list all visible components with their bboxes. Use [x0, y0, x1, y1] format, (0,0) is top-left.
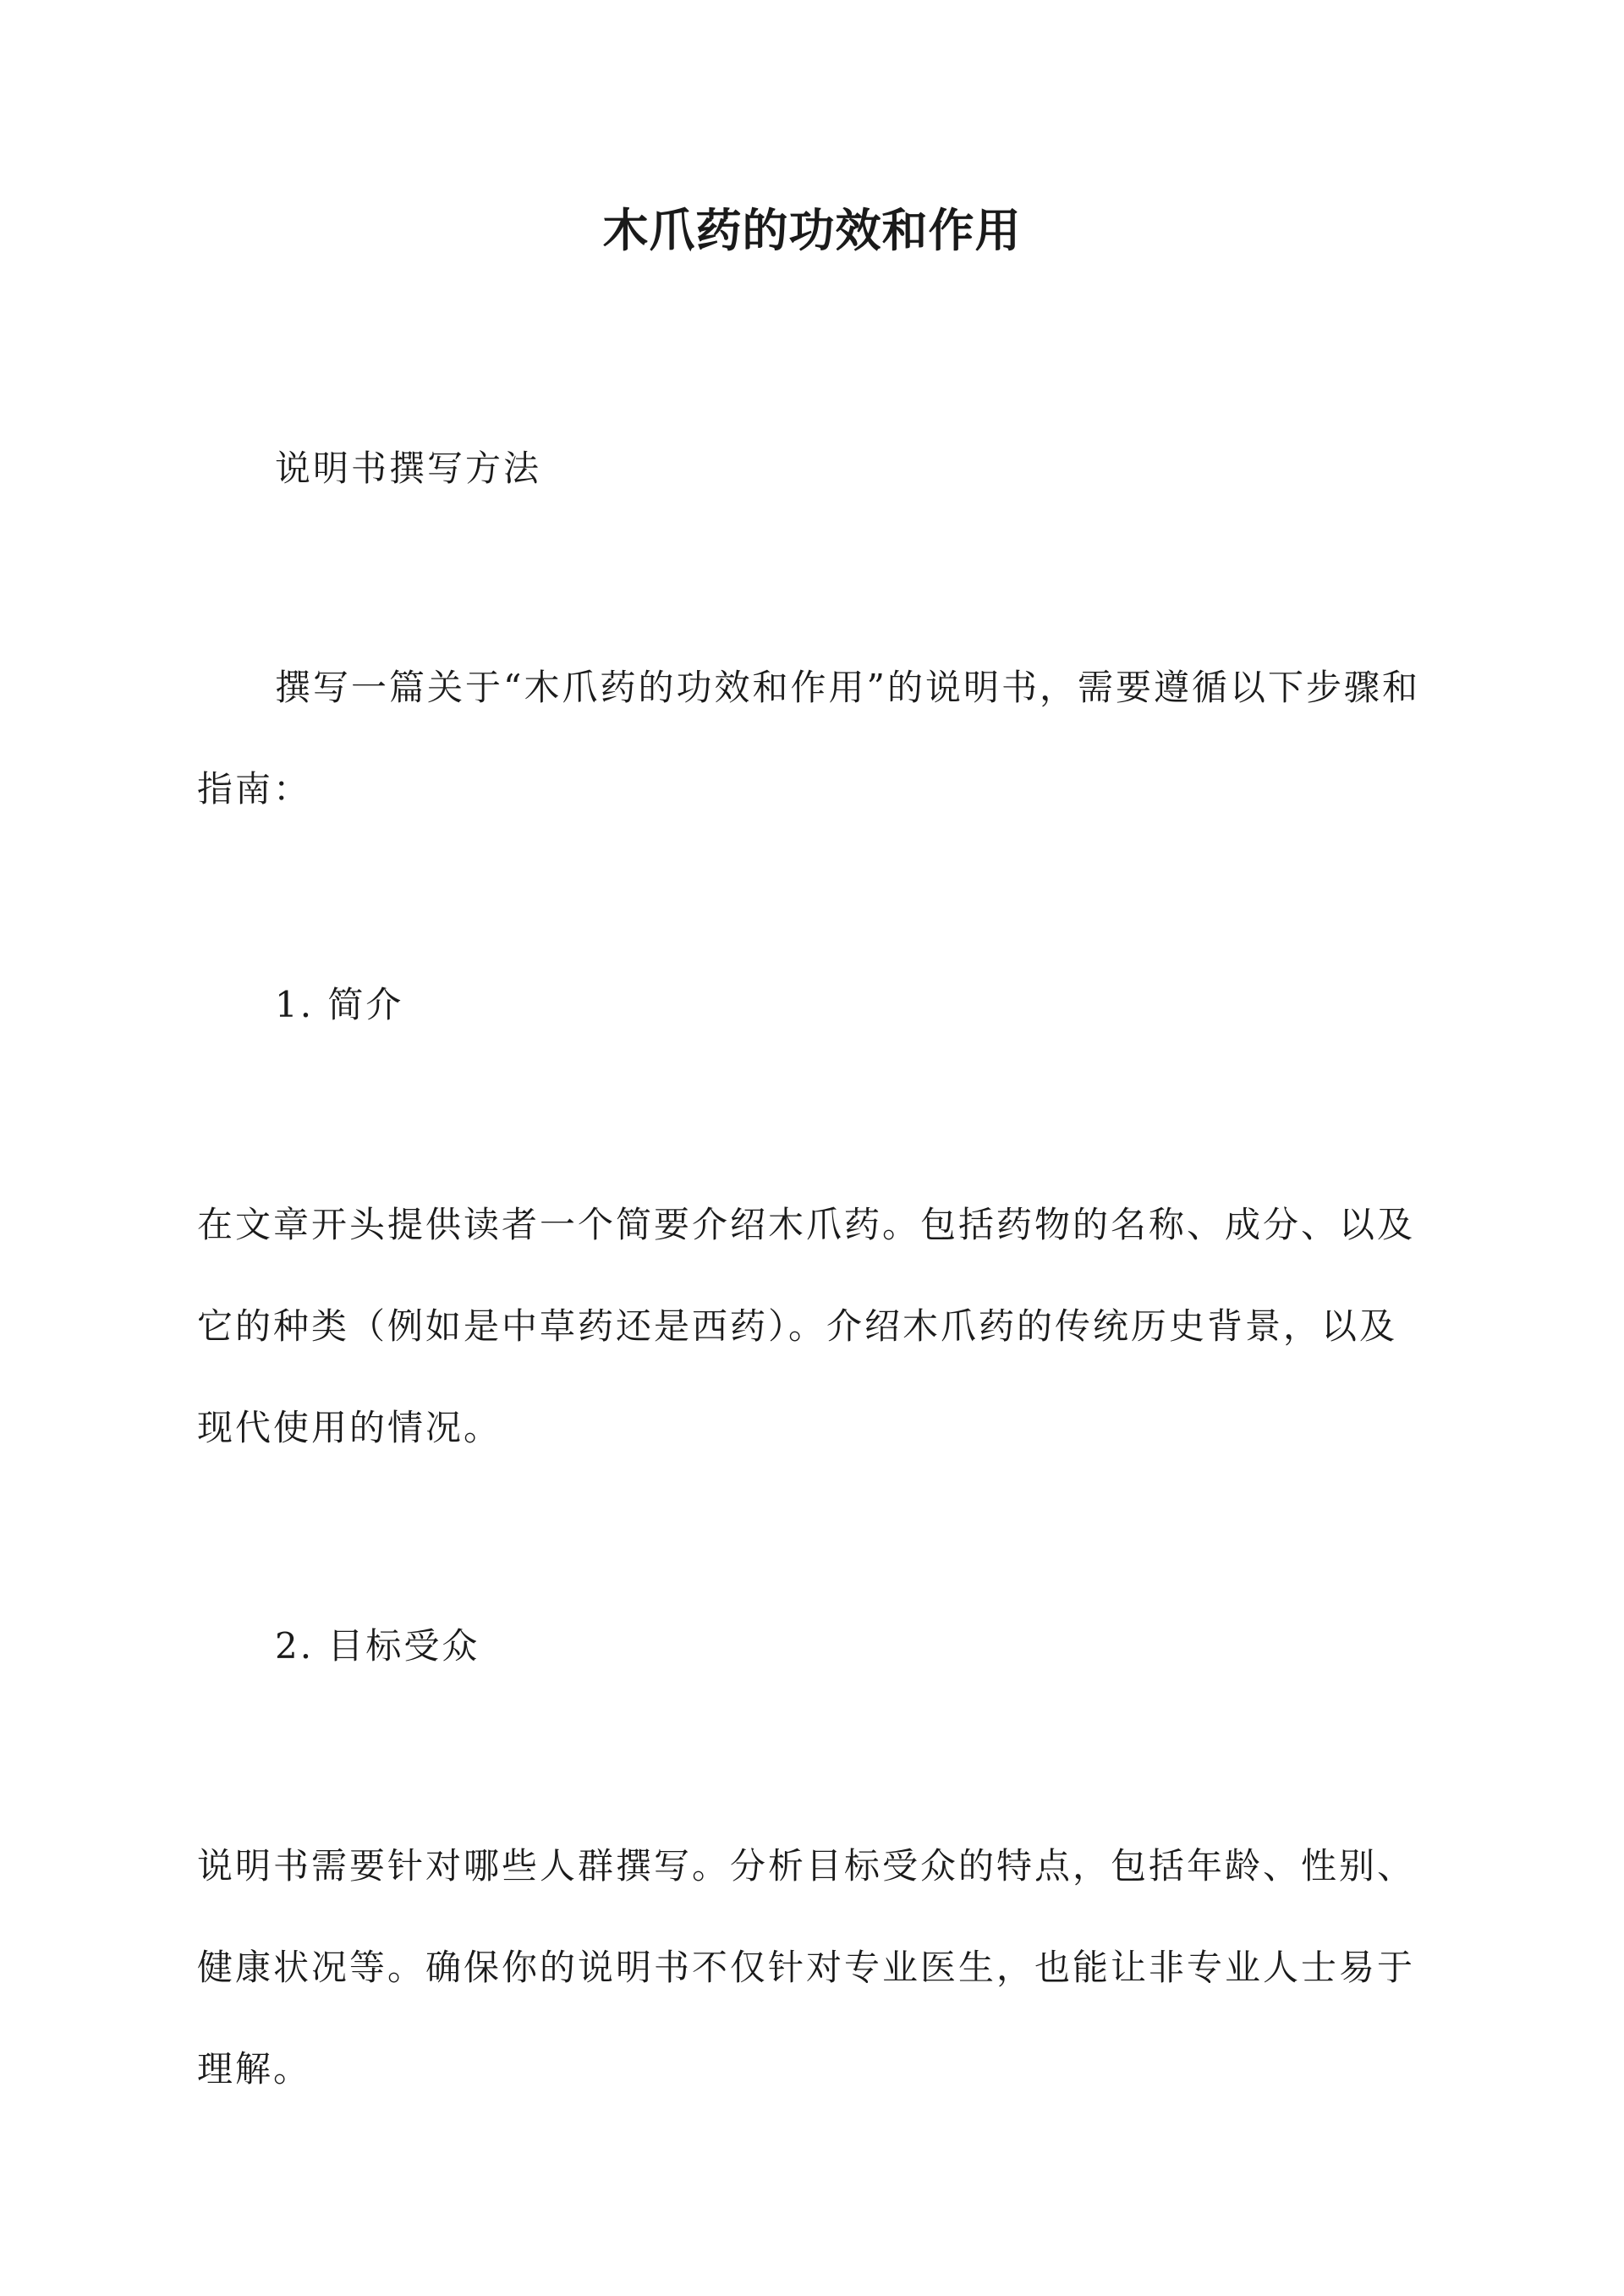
- section-body-audience: 说明书需要针对哪些人群撰写。分析目标受众的特点，包括年龄、性别、健康状况等。确保你的说明书不仅针对专业医生，也能让非专业人士易于理解。: [197, 1845, 1416, 2090]
- intro-paragraph: 撰写一篇关于“木爪药的功效和作用”的说明书，需要遵循以下步骤和指南：: [197, 667, 1420, 810]
- document-title: 木爪药的功效和作用: [602, 203, 1022, 257]
- document-subtitle: 说明书撰写方法: [275, 448, 542, 489]
- section-body-intro: 在文章开头提供读者一个简要介绍木爪药。包括药物的名称、成分、以及它的种类（例如是中草药还是西药）。介绍木爪药的传统历史背景，以及现代使用的情况。: [197, 1204, 1416, 1448]
- section-heading-audience: 2. 目标受众: [275, 1625, 480, 1667]
- section-heading-intro: 1. 简介: [275, 984, 404, 1025]
